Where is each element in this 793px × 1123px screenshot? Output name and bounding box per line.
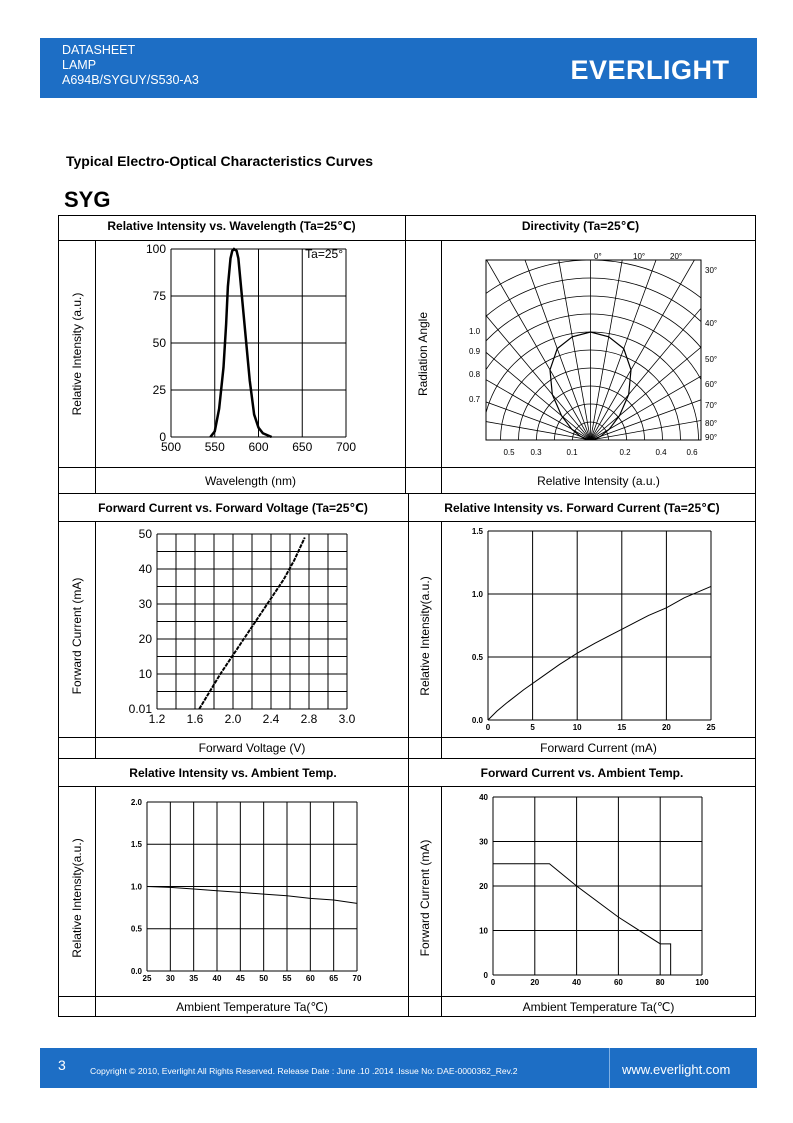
ft-curve — [493, 864, 671, 975]
iv-x-tick: 3.0 — [338, 712, 356, 726]
ft-x-tick: 20 — [530, 978, 540, 987]
it-y-tick: 0.5 — [130, 924, 142, 934]
iv-chart — [120, 526, 365, 736]
directivity-y-label: Radiation Angle — [416, 311, 430, 397]
it-x-tick: 30 — [165, 974, 175, 983]
wavelength-x-tick: 500 — [160, 440, 182, 454]
wavelength-x-tick: 700 — [335, 440, 357, 454]
page-footer — [40, 1048, 757, 1088]
it-curve — [147, 887, 357, 904]
page-number: 3 — [58, 1057, 66, 1073]
it-x-tick: 35 — [189, 974, 199, 983]
section-title: Typical Electro-Optical Characteristics Curves — [66, 153, 374, 169]
directivity-chart-title: Directivity (Ta=25℃) — [521, 219, 640, 233]
wavelength-y-label: Relative Intensity (a.u.) — [70, 292, 84, 416]
directivity-angle-label: 10° — [633, 252, 646, 261]
directivity-x-label: Relative Intensity (a.u.) — [537, 474, 660, 488]
iv-x-label: Forward Voltage (V) — [198, 741, 306, 755]
copyright-text: Copyright © 2010, Everlight All Rights Reserved. Release Date : June .10 .2014 .Issue No: DAE-0000362_Rev.2 — [90, 1066, 518, 1076]
ft-x-tick: 80 — [655, 978, 665, 987]
directivity-x-tick: 0.6 — [686, 448, 698, 457]
iv-x-tick: 1.6 — [186, 712, 204, 726]
ii-y-tick: 0.0 — [471, 715, 483, 725]
footer-divider — [609, 1048, 610, 1088]
ii-y-tick: 1.5 — [471, 526, 483, 536]
directivity-angle-label: 40° — [705, 319, 718, 328]
website-link[interactable]: www.everlight.com — [622, 1062, 731, 1077]
iv-y-tick: 30 — [138, 597, 152, 612]
directivity-radius-label: 0.9 — [469, 347, 481, 356]
iv-y-tick: 0.01 — [128, 702, 152, 717]
it-x-tick: 60 — [305, 974, 315, 983]
wavelength-y-tick: 0 — [159, 430, 166, 445]
it-x-label: Ambient Temperature Ta(℃) — [176, 1000, 328, 1014]
directivity-angle-label: 60° — [705, 380, 718, 389]
directivity-x-tick: 0.5 — [503, 448, 515, 457]
it-x-tick: 65 — [329, 974, 339, 983]
wavelength-y-tick: 100 — [145, 242, 166, 257]
iv-y-label: Forward Current (mA) — [70, 577, 84, 695]
it-x-tick: 25 — [142, 974, 152, 983]
ii-y-label: Relative Intensity(a.u.) — [418, 576, 432, 696]
iv-y-tick: 50 — [138, 527, 152, 542]
iv-y-tick: 10 — [138, 667, 152, 682]
iv-y-tick: 20 — [138, 632, 152, 647]
wavelength-x-label: Wavelength (nm) — [205, 474, 296, 488]
wavelength-y-tick: 50 — [152, 336, 166, 351]
iv-x-tick: 2.0 — [224, 712, 242, 726]
directivity-x-tick: 0.4 — [655, 448, 667, 457]
wavelength-y-tick: 75 — [152, 289, 166, 304]
directivity-angle-label: 70° — [705, 401, 718, 410]
ii-x-tick: 25 — [706, 723, 716, 732]
directivity-angle-label: 90° — [705, 433, 718, 442]
iv-chart-title: Forward Current vs. Forward Voltage (Ta=25℃) — [98, 501, 368, 515]
ft-x-tick: 40 — [572, 978, 582, 987]
header-doc-type: DATASHEET — [62, 43, 136, 57]
directivity-x-tick: 0.1 — [566, 448, 578, 457]
ft-x-tick: 0 — [490, 978, 496, 987]
directivity-angle-label: 30° — [705, 266, 718, 275]
ii-y-tick: 1.0 — [471, 589, 483, 599]
header-category: LAMP — [62, 58, 97, 72]
ii-curve — [488, 586, 711, 720]
it-y-tick: 0.0 — [130, 966, 142, 976]
directivity-angle-label: 20° — [670, 252, 683, 261]
ii-x-label: Forward Current (mA) — [540, 741, 657, 755]
ft-y-tick: 40 — [479, 792, 488, 802]
logo-text: EVERLIGHT — [570, 57, 730, 82]
ft-y-label: Forward Current (mA) — [418, 839, 432, 957]
wavelength-chart — [125, 244, 370, 464]
wavelength-chart-title: Relative Intensity vs. Wavelength (Ta=25℃) — [107, 219, 356, 233]
directivity-radius-label: 1.0 — [469, 327, 481, 336]
ft-y-tick: 10 — [479, 926, 488, 936]
directivity-radius-label: 0.8 — [469, 370, 481, 379]
it-chart-title: Relative Intensity vs. Ambient Temp. — [129, 766, 337, 780]
directivity-x-tick: 0.2 — [619, 448, 631, 457]
ft-y-tick: 20 — [479, 881, 488, 891]
it-x-tick: 40 — [212, 974, 222, 983]
ii-x-tick: 10 — [572, 723, 582, 732]
wavelength-annotation: Ta=25° — [305, 247, 343, 261]
it-x-tick: 50 — [259, 974, 269, 983]
wavelength-y-tick: 25 — [152, 383, 166, 398]
directivity-chart — [455, 250, 733, 460]
iv-x-tick: 2.8 — [300, 712, 318, 726]
it-x-tick: 70 — [352, 974, 362, 983]
directivity-angle-label: 50° — [705, 355, 718, 364]
ii-x-tick: 20 — [661, 723, 671, 732]
wavelength-x-tick: 550 — [204, 440, 225, 454]
wavelength-x-tick: 600 — [248, 440, 269, 454]
ft-y-tick: 30 — [479, 837, 488, 847]
ft-x-tick: 60 — [613, 978, 623, 987]
it-y-tick: 1.5 — [130, 840, 142, 850]
iv-y-tick: 40 — [138, 562, 152, 577]
directivity-radius-label: 0.7 — [469, 395, 481, 404]
ii-x-tick: 0 — [485, 723, 491, 732]
it-y-label: Relative Intensity(a.u.) — [70, 838, 84, 958]
ii-x-tick: 15 — [617, 723, 627, 732]
ft-y-tick: 0 — [483, 970, 488, 980]
header-part-number: A694B/SYGUY/S530-A3 — [62, 73, 199, 87]
it-x-tick: 45 — [235, 974, 245, 983]
subtitle: SYG — [64, 187, 111, 212]
directivity-angle-label: 0° — [594, 252, 602, 261]
iv-x-tick: 1.2 — [148, 712, 166, 726]
ft-chart-title: Forward Current vs. Ambient Temp. — [480, 766, 684, 780]
iv-x-tick: 2.4 — [262, 712, 280, 726]
directivity-x-tick: 0.3 — [530, 448, 542, 457]
directivity-angle-label: 80° — [705, 419, 718, 428]
ii-chart — [460, 524, 725, 736]
ii-chart-title: Relative Intensity vs. Forward Current (Ta=25℃) — [444, 501, 720, 515]
it-y-tick: 1.0 — [130, 882, 142, 892]
it-x-tick: 55 — [282, 974, 292, 983]
it-chart — [120, 794, 370, 986]
wavelength-x-tick: 650 — [292, 440, 313, 454]
ft-x-label: Ambient Temperature Ta(℃) — [522, 1000, 675, 1014]
it-y-tick: 2.0 — [130, 797, 142, 807]
ft-x-tick: 100 — [695, 978, 709, 987]
ii-x-tick: 5 — [530, 723, 535, 732]
ii-y-tick: 0.5 — [471, 652, 483, 662]
ft-chart — [465, 791, 720, 991]
